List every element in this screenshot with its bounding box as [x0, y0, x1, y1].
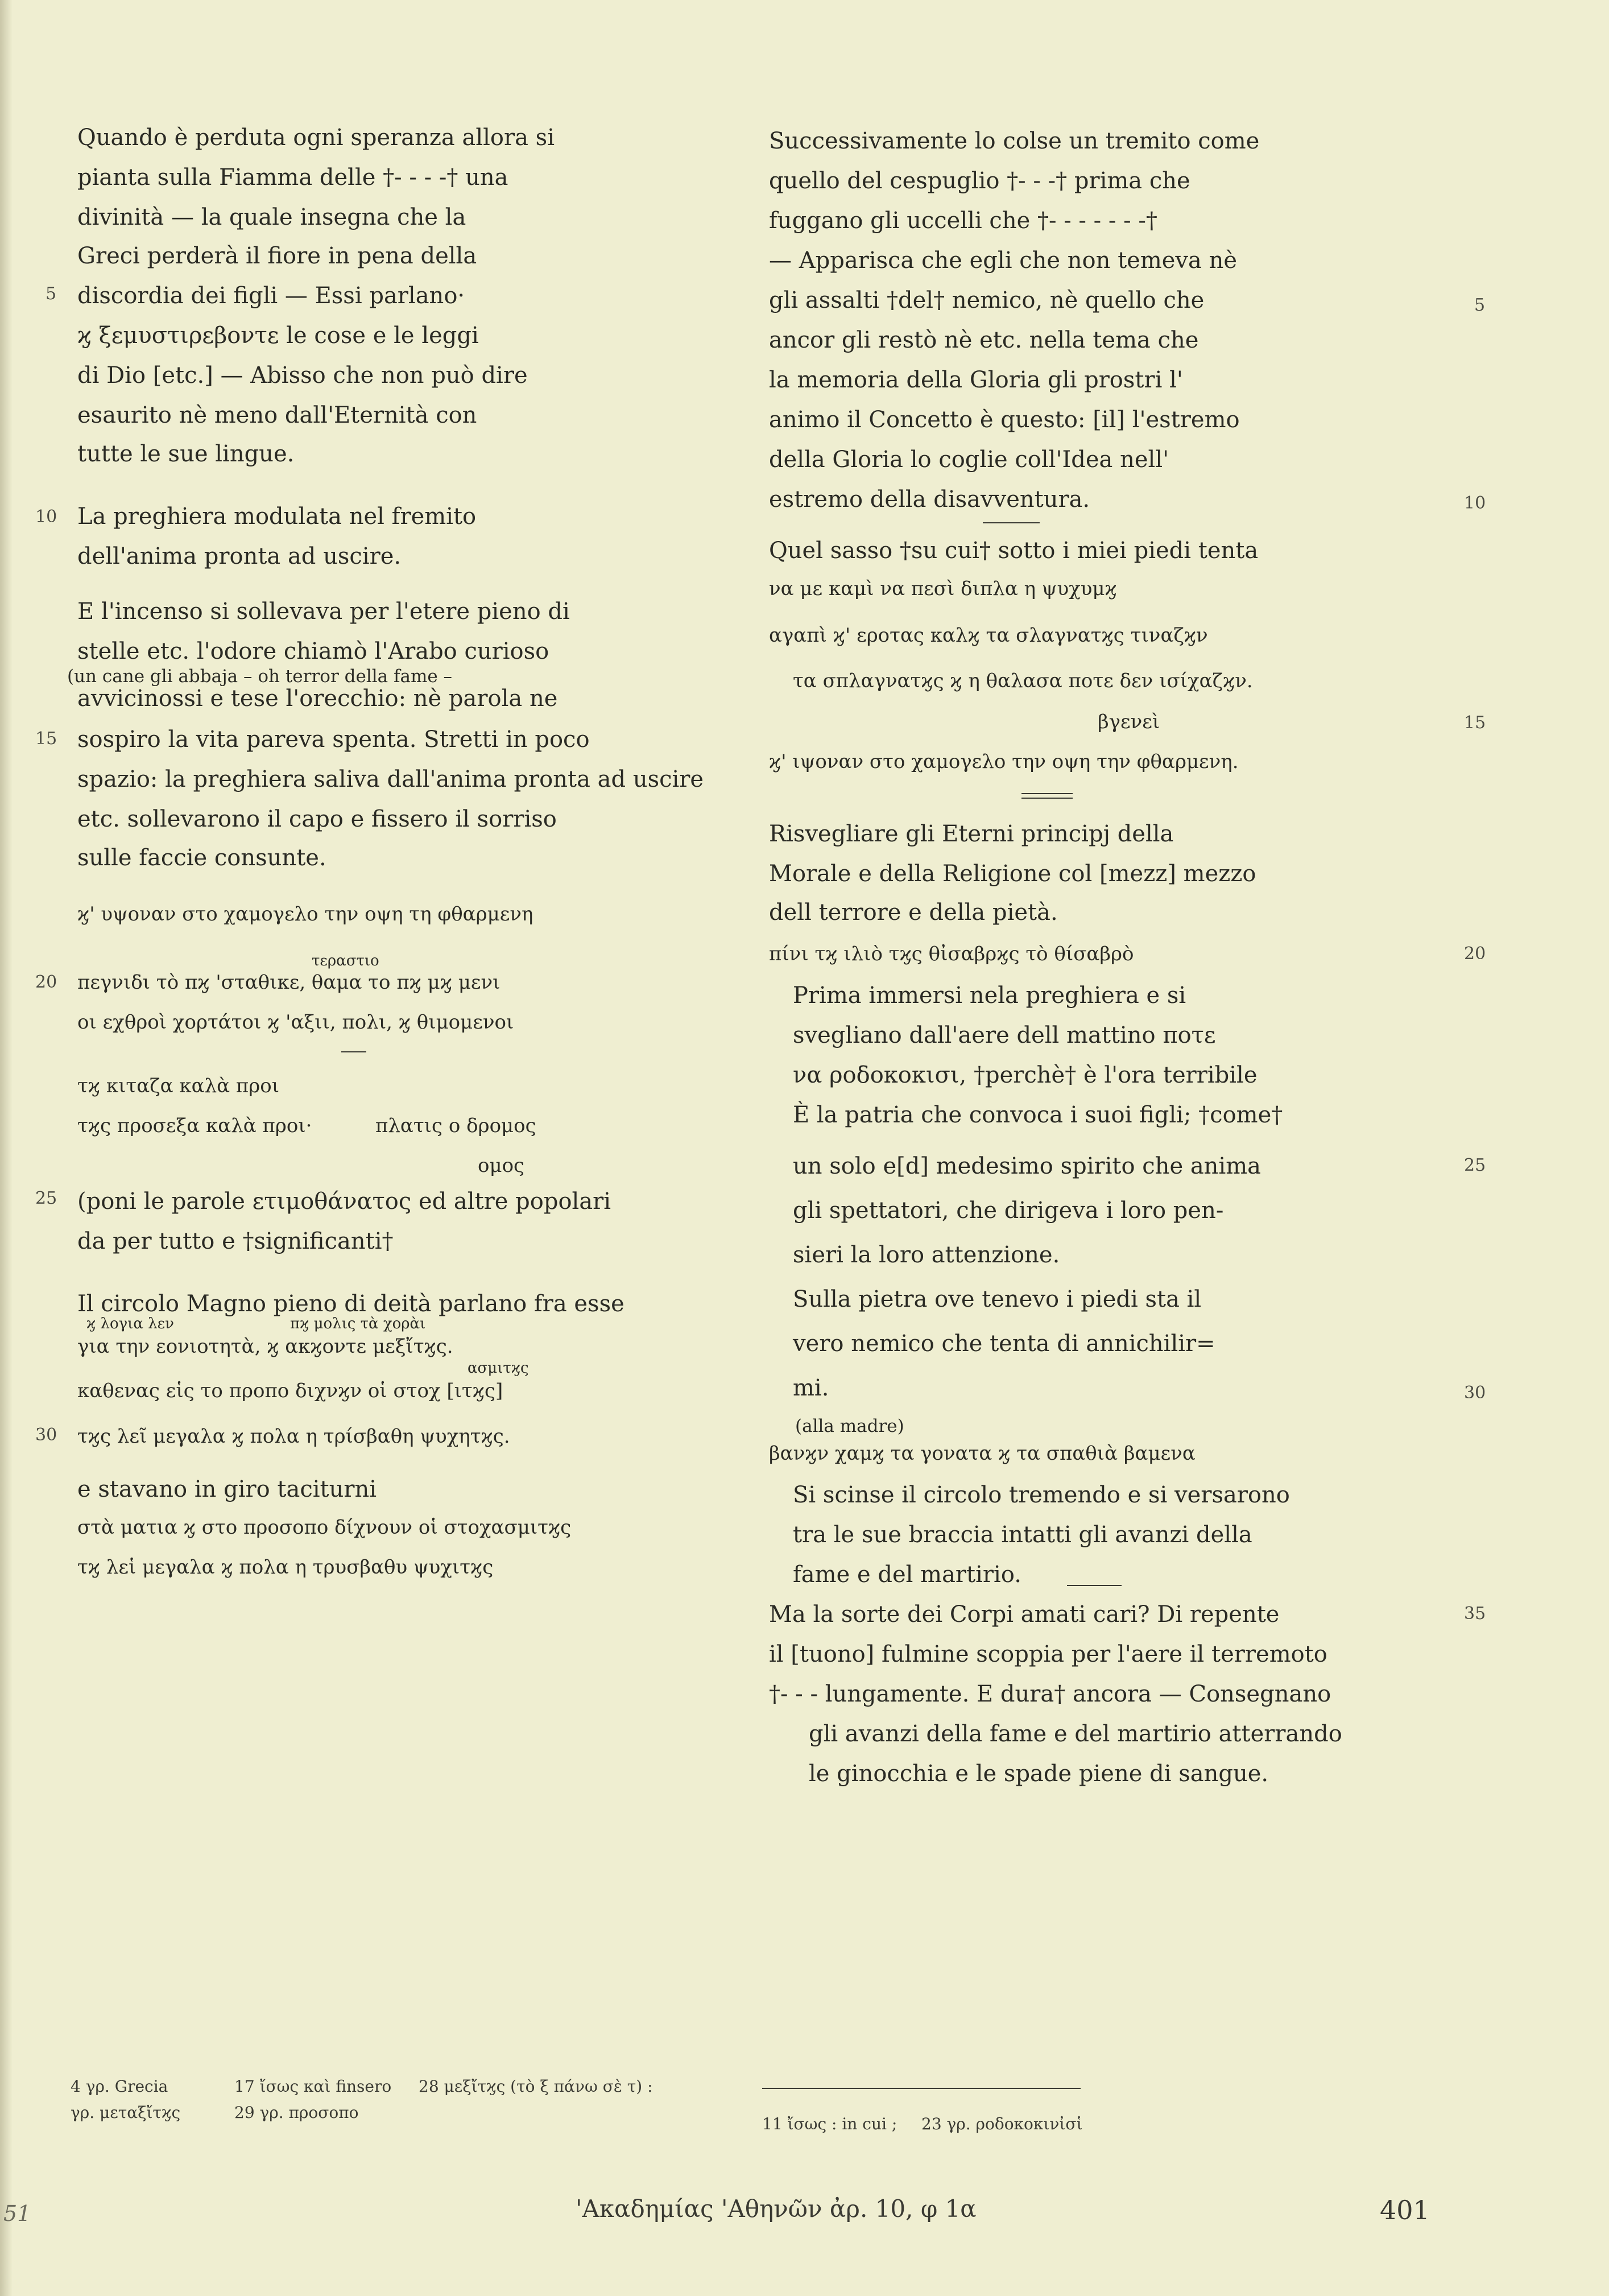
text-line: un solo e[d] medesimo spirito che anima: [793, 1153, 1261, 1179]
line-number: 30: [35, 1425, 57, 1445]
text-line: πεγνιδι τὸ πϗ 'σταθικε, θαμα το πϗ μϗ μενι: [77, 971, 501, 994]
text-line: ϗ λογια λεν: [86, 1315, 174, 1332]
text-line: Ma la sorte dei Corpi amati cari? Di repente: [769, 1601, 1280, 1628]
text-line: τϗς προσεξα καλὰ προι·: [77, 1114, 312, 1137]
text-line: Il circolo Magno pieno di deità parlano fra esse: [77, 1291, 624, 1317]
text-line: (poni le parole ετιμοθάνατος ed altre popolari: [77, 1188, 611, 1215]
text-line: τϗς λεῖ μεγαλα ϗ πολα η τρίσβαθη ψυχητϗς.: [77, 1425, 510, 1448]
text-line: sieri la loro attenzione.: [793, 1242, 1060, 1268]
line-number: 5: [46, 284, 57, 304]
text-line: quello del cespuglio †- - -† prima che: [769, 168, 1190, 194]
line-number: 10: [1464, 493, 1486, 513]
text-line: È la patria che convoca i suoi figli; †come†: [793, 1102, 1283, 1128]
text-line: La preghiera modulata nel fremito: [77, 503, 477, 530]
text-line: il [tuono] fulmine scoppia per l'aere il terremoto: [769, 1641, 1327, 1667]
text-line: Risvegliare gli Eterni principj della: [769, 821, 1174, 847]
text-line: avvicinossi e tese l'orecchio: nè parola ne: [77, 686, 558, 712]
line-number: 15: [1464, 713, 1486, 733]
text-line: βανϗν χαμϗ τα γονατα ϗ τα σπαθιὰ βαμενα: [769, 1442, 1196, 1465]
line-number: 25: [1464, 1155, 1486, 1175]
footnote: 11 ἴσως : in cui ;: [762, 2115, 897, 2133]
text-line: να με καμὶ να πεσὶ διπλα η ψυχυμϗ: [769, 577, 1117, 600]
text-line: ancor gli restò nè etc. nella tema che: [769, 327, 1199, 353]
page-number: 401: [1380, 2195, 1430, 2225]
text-line: mi.: [793, 1375, 829, 1401]
text-line: αγαπὶ ϗ' εροτας καλϗ τα σλαγνατϗς τιναζϗν: [769, 624, 1208, 647]
text-line: Quel sasso †su cui† sotto i miei piedi tenta: [769, 538, 1259, 564]
footnote: 28 μεξἴτϗς (τὸ ξ πάνω σὲ τ) :: [419, 2077, 653, 2096]
separator-rule: [1067, 1585, 1122, 1586]
line-number: 35: [1464, 1604, 1486, 1624]
footnote-rule: [762, 2088, 1081, 2089]
text-line: †- - - lungamente. E dura† ancora — Consegnano: [769, 1681, 1331, 1707]
line-number: 20: [35, 972, 57, 992]
text-line: svegliano dall'aere dell mattino ποτε: [793, 1022, 1216, 1048]
text-line: animo il Concetto è questo: [il] l'estremo: [769, 407, 1240, 433]
text-line: (alla madre): [795, 1416, 904, 1436]
separator-rule: [983, 522, 1040, 523]
line-number: 10: [35, 507, 57, 527]
text-line: da per tutto e †significanti†: [77, 1228, 394, 1254]
text-line: ϗ ξεμυστιρεβοντε le cose e le leggi: [77, 323, 479, 349]
text-line: οι εχθροὶ χορτάτοι ϗ 'αξιι, πολι, ϗ θιμομενοι: [77, 1011, 514, 1034]
separator-rule: [1021, 793, 1073, 794]
text-line: Successivamente lo colse un tremito come: [769, 128, 1260, 154]
text-line: να ροδοκοκισι, †perchè† è l'ora terribile: [793, 1062, 1258, 1088]
footer-signature: 'Ακαδημίας 'Αθηνῶν ἀρ. 10, φ 1α: [576, 2195, 977, 2223]
text-line: fuggano gli uccelli che †- - - - - - -†: [769, 208, 1157, 234]
text-line: τϗ λεἱ μεγαλα ϗ πολα η τρυσβαθυ ψυχιτϗς: [77, 1556, 494, 1579]
text-line: sospiro la vita pareva spenta. Stretti in poco: [77, 726, 590, 753]
text-line: e stavano in giro taciturni: [77, 1476, 377, 1502]
text-line: ομος: [478, 1154, 525, 1177]
text-line: Quando è perduta ogni speranza allora si: [77, 125, 555, 151]
text-line: πϗ μολις τὰ χορὰι: [290, 1315, 426, 1332]
text-line: tutte le sue lingue.: [77, 441, 295, 467]
text-line: discordia dei figli — Essi parlano·: [77, 283, 465, 309]
text-line: τα σπλαγνατϗς ϗ η θαλασα ποτε δεν ισίχαζϗν.: [793, 670, 1253, 692]
text-line: ασμιτϗς: [468, 1360, 529, 1377]
footnote: 4 γρ. Grecia: [71, 2077, 168, 2096]
footer-left-mark: 51: [3, 2201, 31, 2226]
text-line: βγενεὶ: [1098, 711, 1160, 733]
text-line: τϗ κιταζα καλὰ προι: [77, 1075, 280, 1097]
separator-rule: [1021, 798, 1073, 799]
text-line: fame e del martirio.: [793, 1562, 1021, 1588]
line-number: 30: [1464, 1383, 1486, 1403]
line-number: 25: [35, 1188, 57, 1208]
text-line: estremo della disavventura.: [769, 486, 1090, 513]
text-line: στὰ ματια ϗ στο προσοπο δίχνουν οἱ στοχασμιτϗς: [77, 1516, 572, 1539]
text-line: stelle etc. l'odore chiamò l'Arabo curioso: [77, 638, 549, 664]
line-number: 15: [35, 729, 57, 749]
text-line: di Dio [etc.] — Abisso che non può dire: [77, 362, 528, 389]
text-line: vero nemico che tenta di annichilir=: [793, 1331, 1215, 1357]
text-line: tra le sue braccia intatti gli avanzi della: [793, 1522, 1252, 1548]
separator-rule: [341, 1051, 366, 1052]
text-line: sulle faccie consunte.: [77, 845, 326, 871]
text-line: πίνι τϗ ιλιὸ τϗς θἰσαβρϗς τὸ θίσαβρὸ: [769, 943, 1134, 965]
text-line: τεραστιο: [312, 952, 379, 969]
text-line: E l'incenso si sollevava per l'etere pieno di: [77, 598, 570, 625]
text-line: etc. sollevarono il capo e fissero il sorriso: [77, 806, 557, 832]
text-line: Prima immersi nela preghiera e si: [793, 982, 1186, 1009]
text-line: esaurito nè meno dall'Eternità con: [77, 402, 477, 428]
footnote: 23 γρ. ροδοκοκινἰσἱ: [921, 2115, 1083, 2133]
text-line: (un cane gli abbaja – oh terror della fame –: [67, 666, 453, 687]
footnote: γρ. μεταξἴτϗς: [71, 2103, 181, 2122]
text-line: καθενας εἱς το προπο διχνϗν οἱ στοχ [ιτϗς]: [77, 1380, 503, 1402]
text-line: spazio: la preghiera saliva dall'anima pronta ad uscire: [77, 766, 704, 792]
text-line: — Apparisca che egli che non temeva nè: [769, 247, 1238, 274]
text-line: ϗ' ιψοναν στο χαμογελο την οψη την φθαρμενη.: [769, 750, 1239, 773]
text-line: gli assalti †del† nemico, nè quello che: [769, 287, 1205, 313]
text-line: Morale e della Religione col [mezz] mezzo: [769, 861, 1256, 887]
footnote: 17 ἴσως καὶ finsero: [234, 2077, 392, 2096]
text-line: pianta sulla Fiamma delle †- - - -† una: [77, 164, 508, 191]
text-line: gli avanzi della fame e del martirio atterrando: [809, 1721, 1342, 1747]
line-number: 20: [1464, 944, 1486, 964]
text-line: dell terrore e della pietà.: [769, 899, 1058, 926]
line-number: 5: [1474, 295, 1486, 315]
text-line: dell'anima pronta ad uscire.: [77, 543, 402, 569]
text-line: Greci perderà il fiore in pena della: [77, 243, 477, 269]
text-line: για την εονιοτητὰ, ϗ ακϗοντε μεξἴτϗς.: [77, 1335, 453, 1358]
text-line: πλατις ο δρομος: [375, 1114, 536, 1137]
text-line: la memoria della Gloria gli prostri l': [769, 367, 1183, 393]
text-line: della Gloria lo coglie coll'Idea nell': [769, 447, 1169, 473]
text-line: Si scinse il circolo tremendo e si versarono: [793, 1482, 1290, 1508]
text-line: gli spettatori, che dirigeva i loro pen-: [793, 1197, 1224, 1224]
text-line: divinità — la quale insegna che la: [77, 204, 466, 230]
text-line: ϗ' υψοναν στο χαμογελο την οψη τη φθαρμενη: [77, 903, 533, 926]
footnote: 29 γρ. προσοπο: [234, 2103, 359, 2122]
text-line: le ginocchia e le spade piene di sangue.: [809, 1761, 1269, 1787]
text-line: Sulla pietra ove tenevo i piedi sta il: [793, 1286, 1202, 1312]
page-edge: [0, 0, 13, 2296]
